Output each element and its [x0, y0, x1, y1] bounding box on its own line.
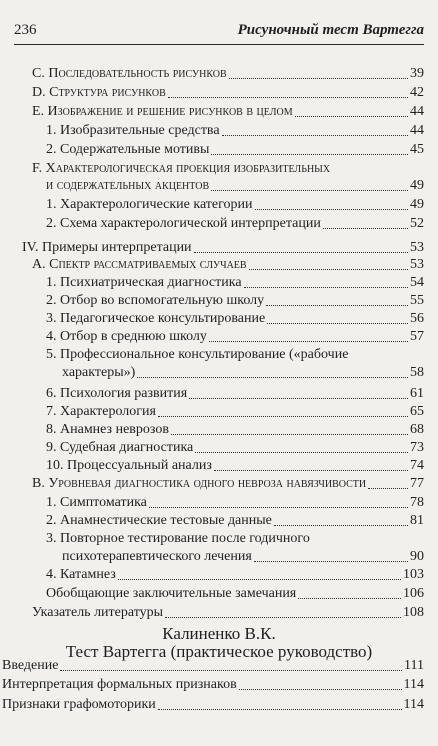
toc-entry-page: 58: [410, 365, 424, 380]
toc-entry-label: 2. Анамнестические тестовые данные: [46, 513, 272, 528]
toc-entry: [46, 178, 424, 194]
toc-entry-page: 103: [403, 567, 424, 582]
toc-entry: [46, 275, 424, 291]
toc-entry-page: 111: [404, 658, 424, 673]
toc-entry-label: 1. Изобразительные средства: [46, 123, 220, 138]
toc-entry-page: 78: [410, 495, 424, 510]
toc-entry: [2, 697, 424, 713]
toc-entry-page: 114: [403, 677, 424, 692]
toc-entry-page: 77: [410, 476, 424, 491]
toc-entry-page: 55: [410, 293, 424, 308]
toc-entry-label: 2. Отбор во вспомогательную школу: [46, 293, 265, 308]
toc-entry: [46, 586, 424, 602]
page-number: 236: [14, 22, 37, 38]
toc-entry-label: Указатель литературы: [32, 605, 164, 620]
toc-entry: [2, 658, 424, 674]
toc-entry: [46, 567, 424, 583]
toc-entry-page: 54: [410, 275, 424, 290]
toc-entry-label: Признаки графомоторики: [2, 697, 156, 712]
toc-entry-page: 81: [410, 513, 424, 528]
toc-entry-label: 2. Схема характерологической интерпретации: [46, 216, 321, 231]
toc-entry: [46, 293, 424, 309]
toc-entry-label: 4. Катамнез: [46, 567, 116, 582]
toc-entry-label: 1. Характерологические категории: [46, 197, 253, 212]
toc-entry: [32, 66, 424, 82]
toc-entry-page: 52: [410, 216, 424, 231]
running-title: Рисуночный тест Вартегга: [237, 22, 424, 38]
toc-entry-page: 68: [410, 422, 424, 437]
toc-entry-label: 1. Симптоматика: [46, 495, 147, 510]
toc-entry-label: B. Уровневая диагностика одного невроза навязчивости: [32, 476, 367, 491]
toc-entry-page: 49: [410, 197, 424, 212]
toc-entry: [46, 513, 424, 529]
toc-entry: [46, 197, 424, 213]
toc-entry-label: Обобщающие заключительные замечания: [46, 586, 297, 601]
toc-entry-page: 44: [410, 123, 424, 138]
toc-entry: [46, 142, 424, 158]
toc-entry-page: 108: [403, 605, 424, 620]
toc-entry-label: 5. Профессиональное консультирование («рабочие: [46, 347, 349, 362]
toc-entry-label: 2. Содержательные мотивы: [46, 142, 210, 157]
toc-entry-label: C. Последовательность рисунков: [32, 66, 227, 81]
toc-entry: [46, 123, 424, 139]
toc-entry: [22, 240, 424, 256]
toc-entry-label: 6. Психология развития: [46, 386, 188, 401]
toc-entry-label: A. Спектр рассматриваемых случаев: [32, 257, 247, 272]
toc-entry-label: IV. Примеры интерпретации: [22, 240, 192, 255]
toc-entry: [46, 216, 424, 232]
toc-entry: [32, 104, 424, 120]
toc-entry: [32, 257, 424, 273]
toc-entry-label: 1. Психиатрическая диагностика: [46, 275, 242, 290]
toc-entry: [62, 549, 424, 565]
toc-entry-label: 4. Отбор в среднюю школу: [46, 329, 207, 344]
toc-entry-label: 9. Судебная диагностика: [46, 440, 194, 455]
toc-entry: [46, 458, 424, 474]
toc-entry-page: 106: [403, 586, 424, 601]
toc-entry-page: 65: [410, 404, 424, 419]
toc-entry: [46, 386, 424, 402]
toc-entry: [46, 422, 424, 438]
toc-entry-label: психотерапевтического лечения: [62, 549, 252, 564]
toc-entry-page: 74: [410, 458, 424, 473]
toc-entry-page: 114: [403, 697, 424, 712]
toc-entry-label: 8. Анамнез неврозов: [46, 422, 169, 437]
toc-entry: [32, 476, 424, 492]
toc-entry: [46, 495, 424, 511]
toc-entry-page: 53: [410, 240, 424, 255]
toc-entry-label: F. Характерологическая проекция изобразительных: [32, 161, 331, 176]
toc-entry-page: 39: [410, 66, 424, 81]
toc-entry: [46, 440, 424, 456]
toc-entry-label: 3. Педагогическое консультирование: [46, 311, 266, 326]
second-book-title: Тест Вартегга (практическое руководство): [65, 642, 373, 661]
page-header: [14, 20, 424, 45]
toc-entry-label: 3. Повторное тестирование после годичного: [46, 531, 310, 546]
toc-entry: [46, 404, 424, 420]
second-book-author: Калиненко В.К.: [162, 624, 276, 643]
toc-entry-label: 7. Характерология: [46, 404, 156, 419]
toc-entry-label: Интерпретация формальных признаков: [2, 677, 237, 692]
toc-entry-page: 42: [410, 85, 424, 100]
toc-entry: [46, 311, 424, 327]
toc-entry: [46, 329, 424, 345]
toc-entry-label: и содержательных акцентов: [46, 178, 210, 193]
toc-entry-page: 49: [410, 178, 424, 193]
toc-entry-page: 57: [410, 329, 424, 344]
toc-entry-label: D. Структура рисунков: [32, 85, 166, 100]
toc-entry: [2, 677, 424, 693]
toc-entry-page: 90: [410, 549, 424, 564]
toc-entry: [62, 365, 424, 381]
toc-entry: [32, 85, 424, 101]
toc-entry-label: Введение: [2, 658, 59, 673]
toc-entry-page: 56: [410, 311, 424, 326]
toc-entry-page: 45: [410, 142, 424, 157]
toc-entry-label: 10. Процессуальный анализ: [46, 458, 212, 473]
toc-entry-page: 44: [410, 104, 424, 119]
toc-entry-page: 61: [410, 386, 424, 401]
toc-entry: [32, 605, 424, 621]
toc-entry-label: характеры»): [62, 365, 136, 380]
toc-entry-page: 73: [410, 440, 424, 455]
toc-entry-label: E. Изображение и решение рисунков в целом: [32, 104, 293, 119]
toc-entry-page: 53: [410, 257, 424, 272]
